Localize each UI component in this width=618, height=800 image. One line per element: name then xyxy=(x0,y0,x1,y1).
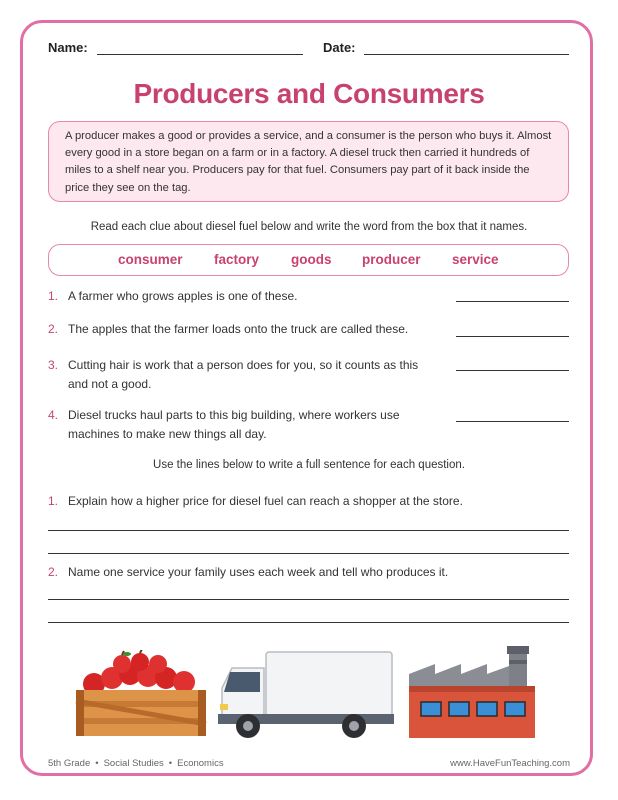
clue-text: Cutting hair is work that a person does for you, so it counts as this and not a good. xyxy=(68,358,419,391)
word-bank-item: consumer xyxy=(118,252,183,267)
answer-line[interactable] xyxy=(456,421,569,422)
question-number: 1. xyxy=(48,494,59,508)
footer-meta: 5th Grade • Social Studies • Economics xyxy=(48,758,224,769)
clue-number: 3. xyxy=(48,358,59,372)
page-title: Producers and Consumers xyxy=(133,78,485,109)
question-number: 2. xyxy=(48,565,59,579)
name-label: Name: xyxy=(48,40,88,55)
question-text: Explain how a higher price for diesel fuel can reach a shopper at the store. xyxy=(68,494,463,508)
clue-text: The apples that the farmer loads onto the truck are called these. xyxy=(68,322,409,336)
writing-line[interactable] xyxy=(48,553,569,554)
answer-line[interactable] xyxy=(456,370,569,371)
delivery-truck-icon xyxy=(218,648,396,740)
clue-number: 2. xyxy=(48,322,59,336)
intro-text: A producer makes a good or provides a service, and a consumer is the person who buys it. Almost every good in a store began on a farm or in a factory. A diesel truck then carried it hundreds of miles to a shelf near you. Producers pay for that fuel. Consumers pay part of it back inside the price they see on the tag. xyxy=(65,130,552,194)
footer-topic: Economics xyxy=(177,758,224,769)
clue-number: 1. xyxy=(48,289,59,303)
factory-icon xyxy=(405,644,545,740)
writing-line[interactable] xyxy=(48,599,569,600)
word-bank-item: goods xyxy=(291,252,332,267)
word-bank xyxy=(48,244,569,276)
instructions-word-bank: Read each clue about diesel fuel below and write the word from the box that it names. xyxy=(90,221,528,233)
intro-box xyxy=(48,121,569,202)
date-label: Date: xyxy=(323,40,356,55)
question-text: Name one service your family uses each week and tell who produces it. xyxy=(68,565,449,579)
name-field[interactable] xyxy=(97,54,303,55)
answer-line[interactable] xyxy=(456,301,569,302)
apple-crate-icon xyxy=(72,650,212,742)
clue-text: Diesel trucks haul parts to this big building, where workers use machines to make new things all day. xyxy=(68,408,400,441)
word-bank-item: factory xyxy=(214,252,260,267)
word-bank-item: producer xyxy=(362,252,421,267)
footer-site: www.HaveFunTeaching.com xyxy=(450,758,570,769)
answer-line[interactable] xyxy=(456,336,569,337)
writing-line[interactable] xyxy=(48,530,569,531)
footer-grade: 5th Grade xyxy=(48,758,91,769)
date-field[interactable] xyxy=(364,54,569,55)
word-bank-item: service xyxy=(452,252,499,267)
instructions-sentences: Use the lines below to write a full sentence for each question. xyxy=(153,459,465,471)
clue-number: 4. xyxy=(48,408,59,422)
footer-subject: Social Studies xyxy=(103,758,164,769)
writing-line[interactable] xyxy=(48,622,569,623)
clue-text: A farmer who grows apples is one of these. xyxy=(68,289,298,303)
